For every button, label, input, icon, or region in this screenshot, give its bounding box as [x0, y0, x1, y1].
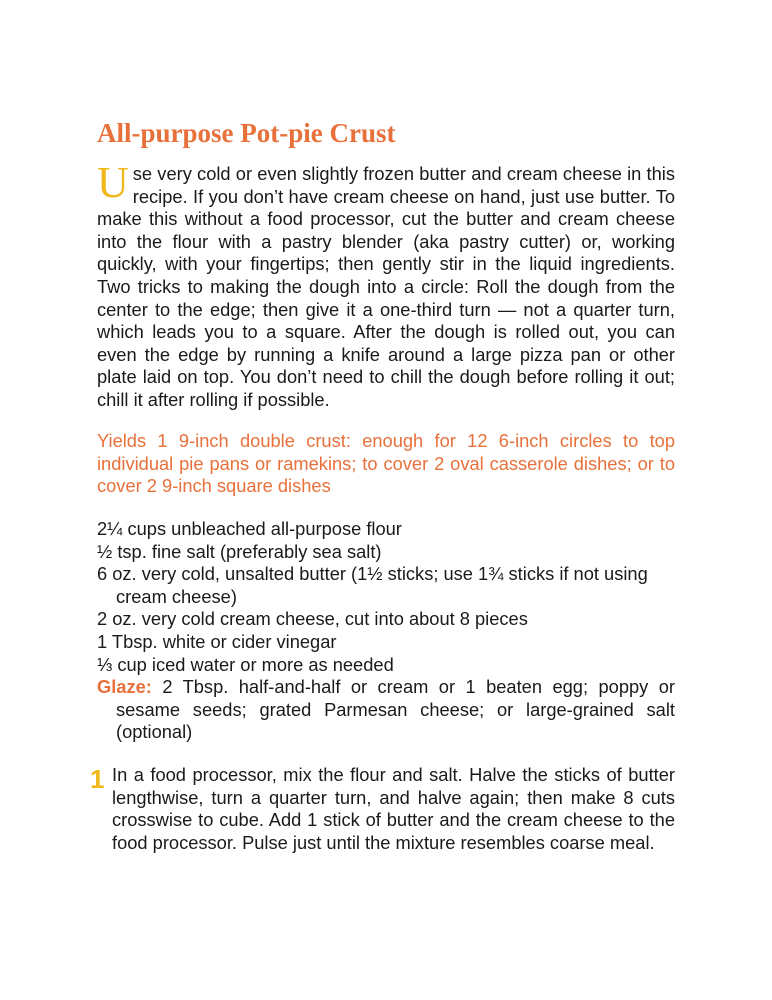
step-text: In a food processor, mix the flour and salt. Halve the sticks of butter lengthwise, turn a quarter turn, and halve again; then make 8 cuts crosswise to cube. Add 1 stick of butter and the cream cheese to the food processor. Pulse just until the mixture resembles coarse meal. [112, 764, 675, 853]
ingredient-item: 2¼ cups unbleached all-purpose flour [97, 518, 402, 539]
instruction-step [90, 764, 675, 854]
ingredient-item: 1 Tbsp. white or cider vinegar [97, 630, 337, 652]
recipe-title: All-purpose Pot-pie Crust [97, 118, 396, 148]
drop-cap: U [97, 158, 129, 207]
ingredient-item: 2 oz. very cold cream cheese, cut into about 8 pieces [97, 608, 528, 630]
ingredient-item: ½ tsp. fine salt (preferably sea salt) [97, 540, 382, 562]
ingredient-list [97, 518, 675, 744]
step-number: 1 [90, 764, 105, 794]
intro-paragraph [97, 158, 675, 412]
glaze-label: Glaze: [97, 676, 152, 698]
ingredient-item: 6 oz. very cold, unsalted butter (1½ sticks; use 1¾ sticks if not using cream cheese) [97, 563, 648, 607]
glaze-item [97, 676, 675, 744]
glaze-text: 2 Tbsp. half-and-half or cream or 1 beaten egg; poppy or sesame seeds; grated Parmesan cheese; or large-grained salt (optional) [116, 676, 675, 743]
intro-text: se very cold or even slightly frozen butter and cream cheese in this recipe. If you don’t have cream cheese on hand, just use butter. To make this without a food processor, cut the butter and cream cheese into the flour with a pastry blender (aka pastry cutter) or, working quickly, with your fingertips; then gently stir in the liquid ingredients. Two tricks to making the dough into a circle: Roll the dough from the center to the edge; then give it a one-third turn — not a quarter turn, which leads you to a square. After the dough is rolled out, you can even the edge by running a knife around a large pizza pan or other plate laid on top. You don’t need to chill the dough before rolling it out; chill it after rolling if possible. [97, 163, 675, 410]
yield-statement: Yields 1 9-inch double crust: enough for 12 6-inch circles to top individual pie pans or ramekins; to cover 2 oval casserole dishes; or to cover 2 9-inch square dishes [97, 430, 675, 497]
ingredient-item: ⅓ cup iced water or more as needed [97, 653, 394, 675]
